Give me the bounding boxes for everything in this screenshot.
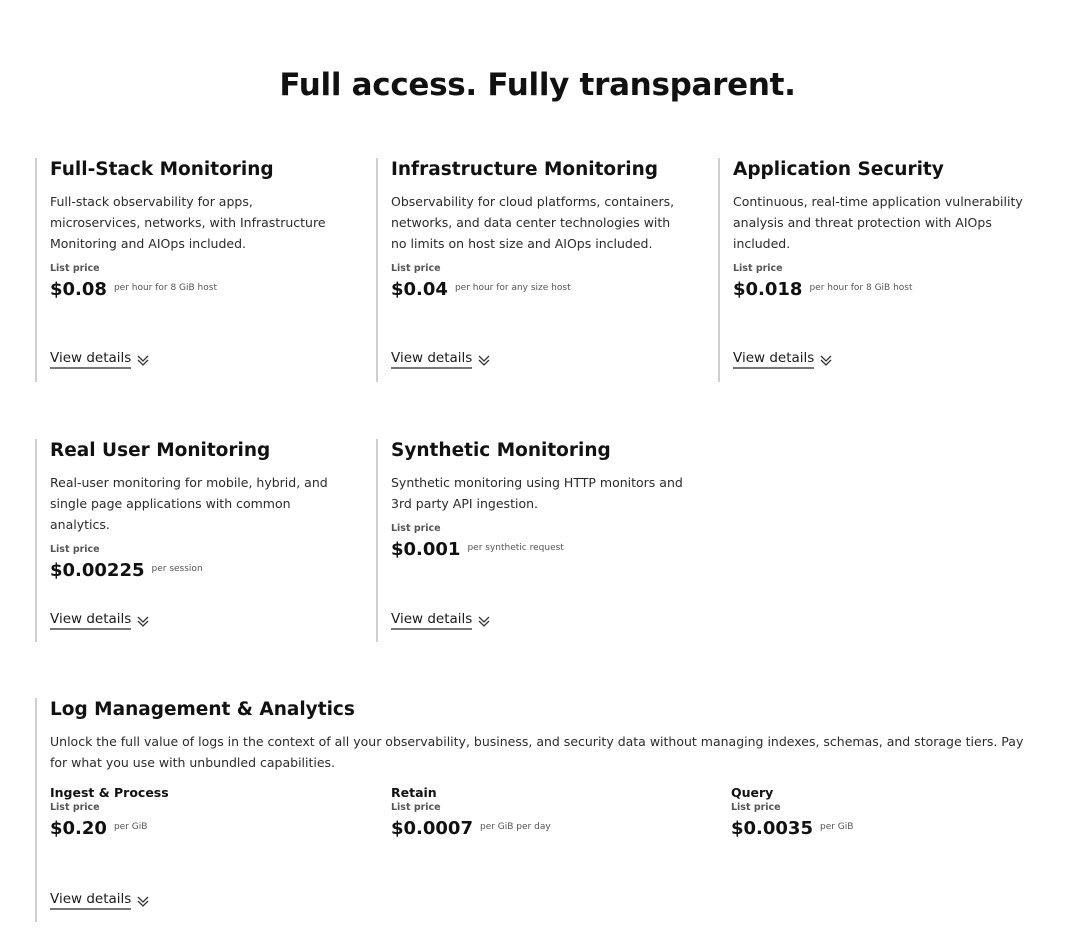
card-description: Full-stack observability for apps, microservices, networks, with Infrastructure Monitoring and AIOps included. — [50, 194, 326, 251]
card-title: Full-Stack Monitoring — [50, 159, 274, 180]
view-details-label: View details — [50, 611, 131, 630]
double-chevron-down-icon — [477, 353, 491, 367]
card-description: Real-user monitoring for mobile, hybrid, and single page applications with common analytics. — [50, 475, 328, 532]
pricing-column-retain — [391, 785, 551, 839]
double-chevron-down-icon — [136, 894, 150, 908]
view-details-link[interactable] — [733, 350, 833, 369]
list-price-label: List price — [733, 263, 783, 274]
price-value: $0.0035 — [731, 818, 813, 839]
price-value: $0.08 — [50, 279, 107, 300]
card-application-security — [718, 158, 1028, 382]
price-unit: per GiB — [113, 822, 148, 832]
price-value: $0.0007 — [391, 818, 473, 839]
card-title: Application Security — [733, 159, 944, 180]
card-real-user-monitoring — [35, 439, 345, 642]
double-chevron-down-icon — [819, 353, 833, 367]
view-details-link[interactable] — [391, 611, 491, 630]
view-details-link[interactable] — [50, 350, 150, 369]
card-title: Log Management & Analytics — [50, 699, 355, 720]
price-unit: per hour for 8 GiB host — [809, 283, 913, 293]
card-title: Real User Monitoring — [50, 440, 271, 461]
card-synthetic-monitoring — [376, 439, 686, 642]
view-details-label: View details — [391, 611, 472, 630]
list-price-label: List price — [391, 523, 441, 534]
price-value: $0.001 — [391, 539, 461, 560]
list-price-label: List price — [391, 263, 441, 274]
double-chevron-down-icon — [477, 614, 491, 628]
list-price-label: List price — [50, 802, 100, 813]
column-title: Retain — [391, 785, 437, 800]
view-details-link[interactable] — [50, 891, 150, 910]
price-unit: per session — [151, 564, 203, 574]
view-details-label: View details — [733, 350, 814, 369]
list-price-label: List price — [50, 263, 100, 274]
card-description: Observability for cloud platforms, containers, networks, and data center technologies with no limits on host size and AIOps included. — [391, 194, 675, 251]
card-description: Synthetic monitoring using HTTP monitors and 3rd party API ingestion. — [391, 475, 683, 511]
double-chevron-down-icon — [136, 614, 150, 628]
list-price-label: List price — [731, 802, 781, 813]
price-value: $0.04 — [391, 279, 448, 300]
price-unit: per hour for 8 GiB host — [113, 283, 217, 293]
card-infrastructure-monitoring — [376, 158, 686, 382]
card-title: Synthetic Monitoring — [391, 440, 611, 461]
column-title: Query — [731, 785, 774, 800]
card-full-stack-monitoring — [35, 158, 345, 382]
price-unit: per hour for any size host — [454, 283, 571, 293]
card-description: Continuous, real-time application vulnerability analysis and threat protection with AIOps included. — [733, 194, 1023, 251]
card-log-management — [35, 698, 1030, 922]
pricing-columns — [50, 785, 1030, 845]
view-details-link[interactable] — [50, 611, 150, 630]
column-title: Ingest & Process — [50, 785, 169, 800]
pricing-column-ingest — [50, 785, 169, 839]
price-value: $0.00225 — [50, 560, 145, 581]
price-value: $0.018 — [733, 279, 803, 300]
list-price-label: List price — [50, 544, 100, 555]
price-unit: per synthetic request — [467, 543, 564, 553]
double-chevron-down-icon — [136, 353, 150, 367]
page-title: Full access. Fully transparent. — [279, 66, 796, 103]
price-unit: per GiB per day — [479, 822, 551, 832]
list-price-label: List price — [391, 802, 441, 813]
card-title: Infrastructure Monitoring — [391, 159, 659, 180]
view-details-link[interactable] — [391, 350, 491, 369]
pricing-column-query — [731, 785, 853, 839]
view-details-label: View details — [50, 350, 131, 369]
view-details-label: View details — [391, 350, 472, 369]
card-description: Unlock the full value of logs in the context of all your observability, business, and security data without managing indexes, schemas, and storage tiers. Pay for what you use with unbundled capabilities. — [50, 734, 1024, 770]
price-value: $0.20 — [50, 818, 107, 839]
view-details-label: View details — [50, 891, 131, 910]
price-unit: per GiB — [819, 822, 854, 832]
